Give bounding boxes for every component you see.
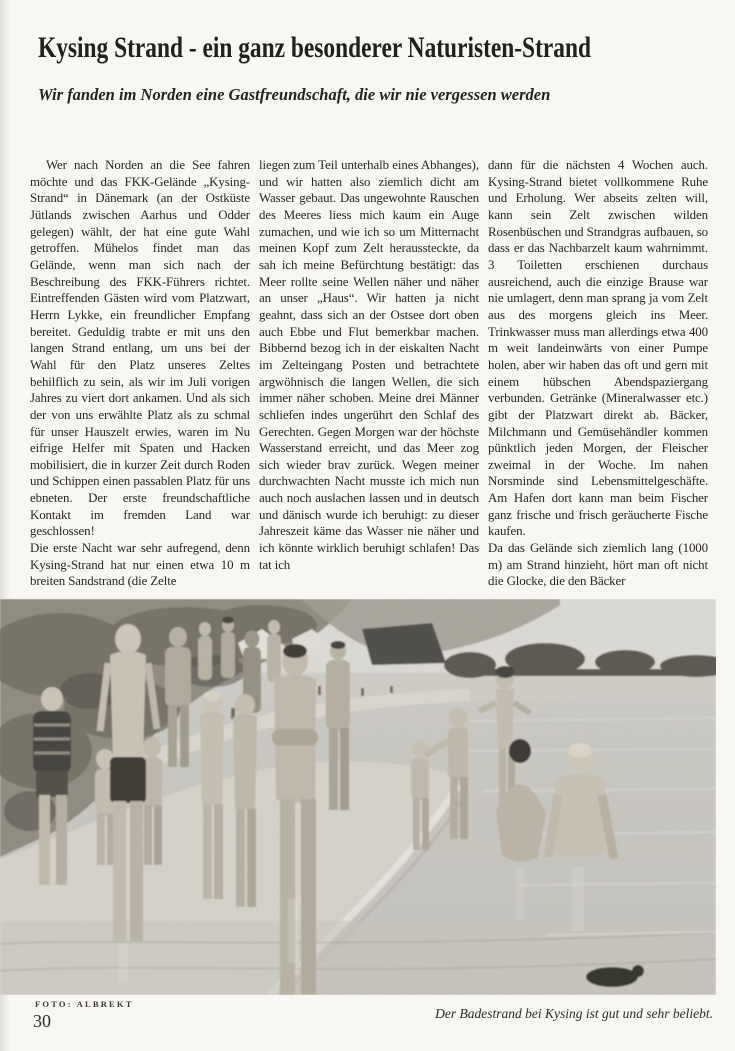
text-column-3 bbox=[488, 157, 708, 590]
page-title: Kysing Strand - ein ganz besonderer Naturisten-Strand bbox=[38, 31, 591, 64]
paragraph: dann für die nächsten 4 Wochen auch. Kysing-Strand bietet vollkommene Ruhe und Erholung. Wer abseits zelten will, kann sein Zelt zwischen wilden Rosenbüschen und Strandgras aufbauen, so dass er das Nachbarzelt kaum wahrnimmt. 3 Toiletten erschienen durchaus ausreichend, auch die einzige Brause war nie umlagert, denn man sprang ja vom Zelt aus des morgens gleich ins Meer. Trinkwasser muss man allerdings etwa 400 m weit landeinwärts von einer Pumpe holen, aber wir haben das oft und gern mit einem hübschen Abendspaziergang verbunden. Getränke (Mineralwasser etc.) gibt der Platzwart direkt ab. Bäcker, Milchmann und Gemüsehändler kommen pünktlich jeden Morgen, der Fleischer zweimal in der Woche. Im nahen Norsminde sind Lebensmittelgeschäfte. Am Hafen dort kann man beim Fischer ganz frische und frisch geräucherte Fische kaufen. bbox=[488, 158, 708, 539]
paragraph: Da das Gelände sich ziemlich lang (1000 m) am Strand hinzieht, hört man oft nicht die Glocke, die den Bäcker bbox=[488, 541, 708, 589]
text-column-1 bbox=[30, 157, 250, 590]
beach-photo-illustration bbox=[0, 599, 716, 995]
text-column-2 bbox=[259, 157, 479, 590]
page-number: 30 bbox=[33, 1011, 51, 1031]
paragraph: Die erste Nacht war sehr aufregend, denn Kysing-Strand hat nur einen etwa 10 m breiten Sandstrand (die Zelte bbox=[30, 541, 250, 589]
beach-photo bbox=[0, 599, 716, 995]
page-subtitle: Wir fanden im Norden eine Gastfreundschaft, die wir nie vergessen werden bbox=[38, 85, 551, 104]
photo-credit: FOTO: ALBREKT bbox=[35, 999, 134, 1009]
article-body bbox=[30, 157, 708, 590]
paragraph: liegen zum Teil unterhalb eines Abhanges), und wir hatten also ziemlich dicht am Wasser gebaut. Das ungewohnte Rauschen des Meeres liess mich kaum ein Auge zumachen, und wie ich so um Mitternacht meinen Kopf zum Zelt heraussteckte, da sah ich meine Befürchtung bestätigt: das Meer rollte seine Wellen näher und näher an unser „Haus“. Wir hatten ja nicht geahnt, dass sich an der Ostsee dort oben auch Ebbe und Flut bemerkbar machen. Bibbernd bezog ich in der eiskalten Nacht im Zelteingang Posten und betrachtete argwöhnisch die langen Wellen, die sich immer näher schoben. Meine drei Männer schliefen indes ungerührt den Schlaf des Gerechten. Gegen Morgen war der höchste Wasserstand erreicht, und das Meer zog sich wieder brav zurück. Wegen meiner durchwachten Nacht musste ich mich nun auch noch auslachen lassen und in deutsch und dänisch wurde ich beruhigt: zu dieser Jahreszeit käme das Wasser nie näher und ich könnte wirklich beruhigt schlafen! Das tat ich bbox=[259, 158, 479, 572]
paragraph: Wer nach Norden an die See fahren möchte und das FKK-Gelände „Kysing-Strand“ in Dänemark (an der Ostküste Jütlands zwischen Aarhus und Odder gelegen) wählt, der hat eine gute Wahl getroffen. Mühelos findet man das Gelände, wenn man sich nach der Beschreibung des FKK-Führers richtet. Eintreffenden Gästen wird vom Platzwart, Herrn Lykke, ein freundlicher Empfang bereitet. Geduldig trabte er mit uns den langen Strand entlang, um uns bei der Wahl für den Platz unseres Zeltes behilflich zu sein, als wir im Juli vorigen Jahres zu viert dort ankamen. Und als sich der von uns erwählte Platz als zu schmal für unser Hauszelt erwies, waren im Nu eifrige Helfer mit Spaten und Hacken mobilisiert, die in kurzer Zeit durch Roden und Schippen einen passablen Platz für uns ebneten. Der erste freundschaftliche Kontakt im fremden Land war geschlossen! bbox=[30, 158, 250, 539]
photo-caption: Der Badestrand bei Kysing ist gut und sehr beliebt. bbox=[435, 1006, 713, 1021]
